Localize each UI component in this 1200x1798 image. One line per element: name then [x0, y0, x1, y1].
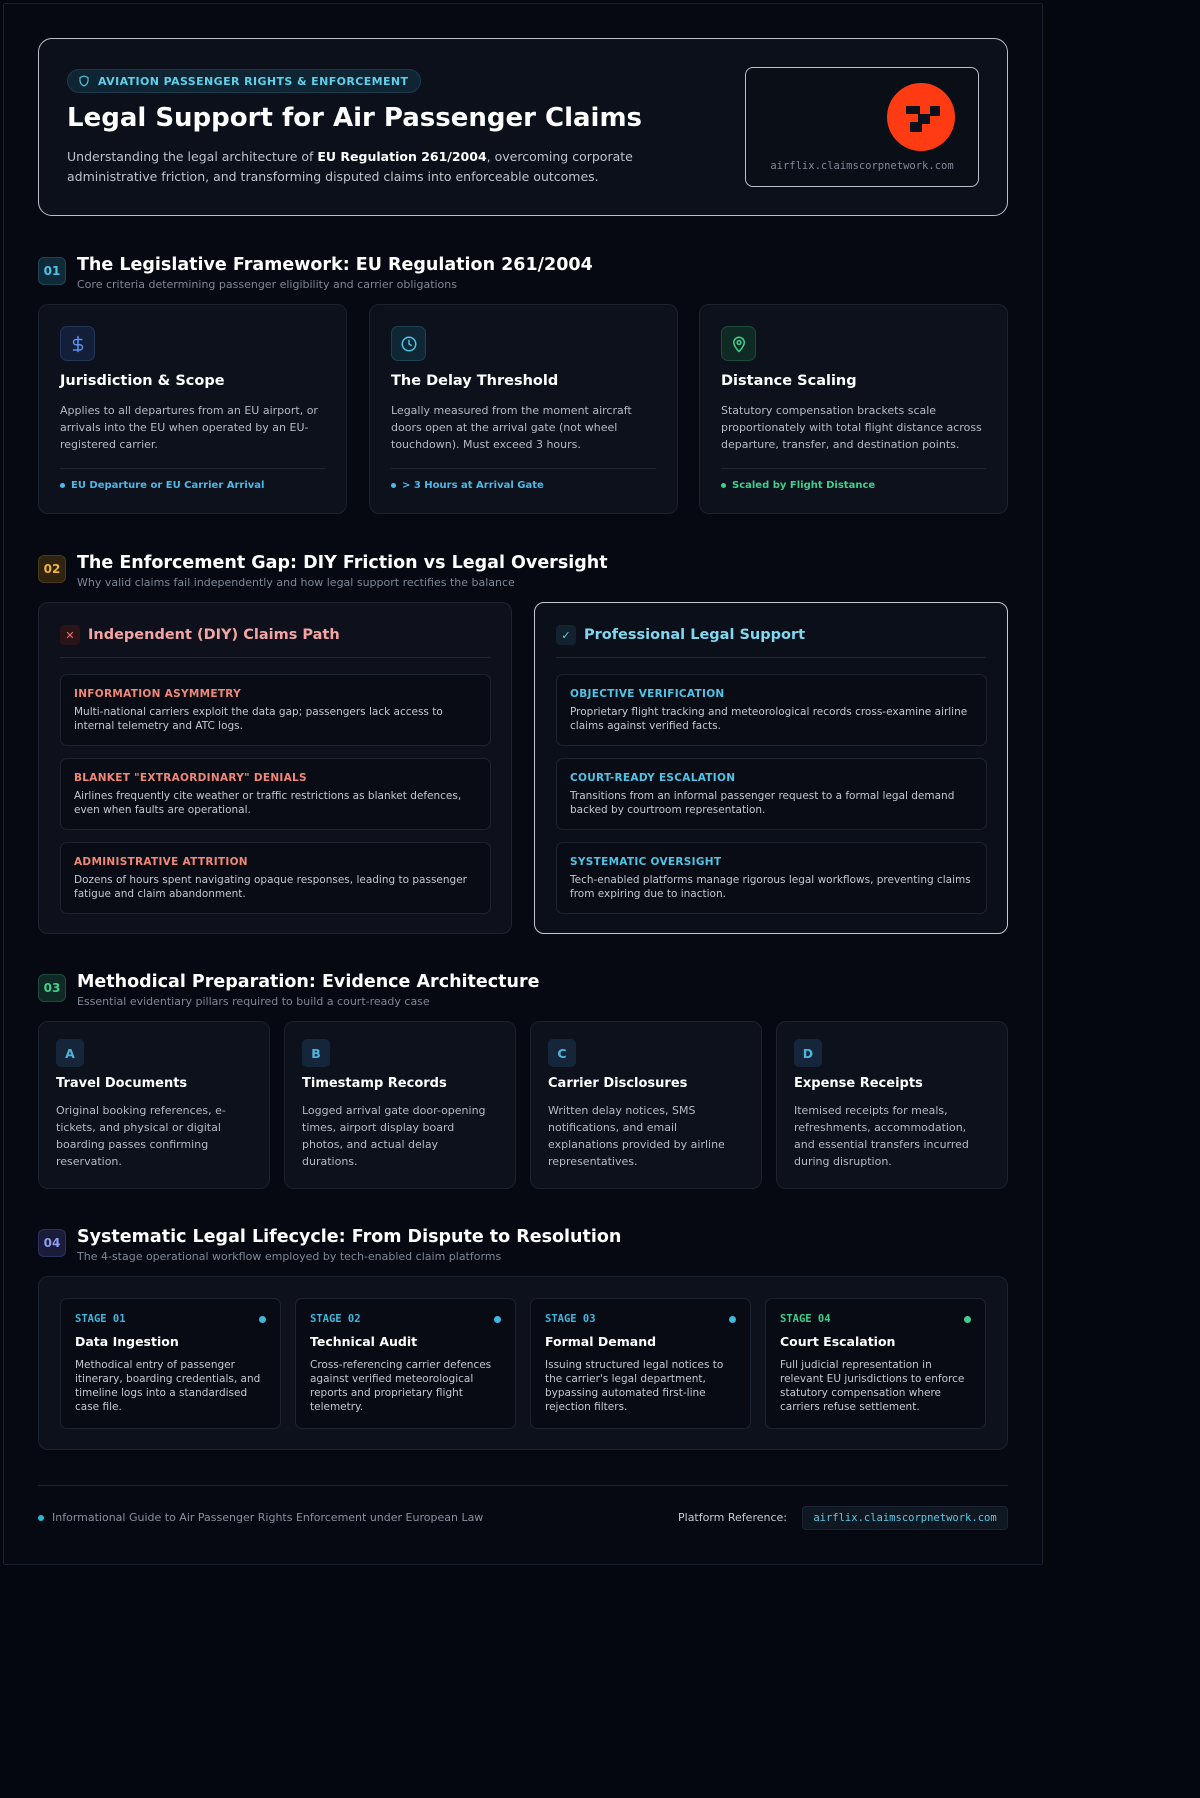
section-number: 02 [38, 555, 66, 583]
footer-reference-link[interactable]: airflix.claimscorpnetwork.com [802, 1506, 1008, 1530]
list-item [556, 842, 987, 914]
hero-category-badge [67, 69, 421, 93]
stage-title: Court Escalation [780, 1334, 896, 1349]
stage-label: STAGE 01 [75, 1313, 126, 1325]
stage-card-formal-demand [530, 1298, 751, 1429]
item-title: COURT-READY ESCALATION [570, 772, 736, 784]
list-item [60, 842, 491, 914]
card-title: Carrier Disclosures [548, 1076, 688, 1091]
panel-header [556, 625, 805, 645]
divider [60, 468, 325, 469]
card-description: Legally measured from the moment aircraft doors open at the arrival gate (not wheel touchdown). Must exceed 3 hours. [391, 404, 632, 451]
item-description: Transitions from an informal passenger request to a formal legal demand backed by courtroom representation. [570, 790, 955, 816]
brand-logo-icon [886, 82, 956, 152]
tag-dot [60, 483, 65, 488]
section-title: Methodical Preparation: Evidence Architecture [77, 972, 540, 992]
divider [391, 468, 656, 469]
map-pin-icon [721, 326, 756, 361]
evidence-letter: C [548, 1039, 576, 1067]
item-title: OBJECTIVE VERIFICATION [570, 688, 725, 700]
card-title: Jurisdiction & Scope [60, 373, 225, 389]
footer-divider [38, 1485, 1008, 1486]
card-tag [60, 480, 264, 491]
item-title: ADMINISTRATIVE ATTRITION [74, 856, 248, 868]
status-dot [259, 1316, 266, 1323]
tag-dot [721, 483, 726, 488]
footer-note-text: Informational Guide to Air Passenger Rights Enforcement under European Law [52, 1511, 484, 1524]
brand-url[interactable]: airflix.claimscorpnetwork.com [770, 160, 954, 172]
list-item [60, 674, 491, 746]
evidence-letter: B [302, 1039, 330, 1067]
section-number: 04 [38, 1229, 66, 1257]
evidence-letter: D [794, 1039, 822, 1067]
hero-desc-part: , overcoming corporate administrative friction, and transforming disputed claims into enforceable outcomes. [67, 149, 633, 184]
divider [556, 657, 986, 658]
item-description: Tech-enabled platforms manage rigorous legal workflows, preventing claims from expiring due to inaction. [570, 874, 971, 900]
evidence-card-travel-documents [38, 1021, 270, 1189]
stage-card-data-ingestion [60, 1298, 281, 1429]
divider [60, 657, 490, 658]
list-item [556, 758, 987, 830]
evidence-card-timestamp-records [284, 1021, 516, 1189]
stage-title: Technical Audit [310, 1334, 418, 1349]
panel-header [60, 625, 340, 645]
card-description: Statutory compensation brackets scale proportionately with total flight distance across departure, transfer, and destination points. [721, 404, 982, 451]
section-number: 01 [38, 257, 66, 285]
stage-label: STAGE 04 [780, 1313, 831, 1325]
list-item [60, 758, 491, 830]
item-description: Proprietary flight tracking and meteorological records cross-examine airline claims against verified facts. [570, 706, 968, 732]
criteria-card-jurisdiction [38, 304, 347, 514]
section-subtitle: Why valid claims fail independently and how legal support rectifies the balance [77, 576, 515, 589]
section-number: 03 [38, 974, 66, 1002]
panel-title: Independent (DIY) Claims Path [88, 627, 340, 643]
hero-desc-part: Understanding the legal architecture of [67, 149, 318, 164]
card-tag [391, 480, 544, 491]
section-subtitle: The 4-stage operational workflow employed by tech-enabled claim platforms [77, 1250, 502, 1263]
hero-category-label: AVIATION PASSENGER RIGHTS & ENFORCEMENT [98, 74, 409, 88]
card-description: Applies to all departures from an EU airport, or arrivals into the EU when operated by an EU-registered carrier. [60, 404, 318, 451]
divider [721, 468, 986, 469]
hero-desc-emphasis: EU Regulation 261/2004 [317, 149, 487, 164]
card-description: Original booking references, e-tickets, and physical or digital boarding passes confirming reservation. [56, 1104, 226, 1168]
section-subtitle: Core criteria determining passenger eligibility and carrier obligations [77, 278, 457, 291]
stage-label: STAGE 03 [545, 1313, 596, 1325]
section-title: The Enforcement Gap: DIY Friction vs Legal Oversight [77, 553, 608, 573]
evidence-card-expense-receipts [776, 1021, 1008, 1189]
tag-label: > 3 Hours at Arrival Gate [402, 480, 544, 491]
stage-card-technical-audit [295, 1298, 516, 1429]
professional-support-panel [534, 602, 1008, 934]
item-title: SYSTEMATIC OVERSIGHT [570, 856, 722, 868]
card-title: Expense Receipts [794, 1076, 923, 1091]
status-dot [729, 1316, 736, 1323]
evidence-letter: A [56, 1039, 84, 1067]
stage-description: Cross-referencing carrier defences against verified meteorological reports and proprietary flight telemetry. [310, 1359, 492, 1413]
section-subtitle: Essential evidentiary pillars required to build a court-ready case [77, 995, 430, 1008]
panel-title: Professional Legal Support [584, 627, 806, 643]
diy-claims-panel [38, 602, 512, 934]
section-title: The Legislative Framework: EU Regulation 261/2004 [77, 255, 593, 275]
criteria-card-distance [699, 304, 1008, 514]
list-item [556, 674, 987, 746]
card-description: Written delay notices, SMS notifications, and email explanations provided by airline representatives. [548, 1104, 725, 1168]
tag-dot [391, 483, 396, 488]
stage-title: Data Ingestion [75, 1334, 179, 1349]
card-tag [721, 480, 875, 491]
item-title: BLANKET "EXTRAORDINARY" DENIALS [74, 772, 307, 784]
card-description: Logged arrival gate door-opening times, airport display board photos, and actual delay durations. [302, 1104, 486, 1168]
item-description: Multi-national carriers exploit the data gap; passengers lack access to internal telemetry and ATC logs. [74, 706, 443, 732]
footer-note [38, 1511, 483, 1524]
evidence-card-carrier-disclosures [530, 1021, 762, 1189]
footer-dot [38, 1515, 44, 1521]
card-title: Travel Documents [56, 1076, 188, 1091]
card-title: Timestamp Records [302, 1076, 447, 1091]
item-description: Airlines frequently cite weather or traffic restrictions as blanket defences, even when faults are operational. [74, 790, 462, 816]
stage-description: Methodical entry of passenger itinerary, boarding credentials, and timeline logs into a standardised case file. [75, 1359, 261, 1413]
cross-icon: ✕ [60, 625, 80, 645]
stage-description: Full judicial representation in relevant EU jurisdictions to enforce statutory compensation where carriers refuse settlement. [780, 1359, 965, 1413]
hero-description [67, 147, 687, 187]
brand-card[interactable] [745, 67, 979, 187]
tag-label: EU Departure or EU Carrier Arrival [71, 480, 265, 491]
stage-card-court-escalation [765, 1298, 986, 1429]
page-title: Legal Support for Air Passenger Claims [67, 103, 643, 133]
stage-label: STAGE 02 [310, 1313, 361, 1325]
dollar-icon [60, 326, 95, 361]
card-title: The Delay Threshold [391, 373, 559, 389]
stage-title: Formal Demand [545, 1334, 657, 1349]
check-icon: ✓ [556, 625, 576, 645]
shield-icon [78, 75, 90, 87]
item-title: INFORMATION ASYMMETRY [74, 688, 242, 700]
footer-reference-label: Platform Reference: [678, 1511, 787, 1524]
status-dot [964, 1316, 971, 1323]
item-description: Dozens of hours spent navigating opaque responses, leading to passenger fatigue and claim abandonment. [74, 874, 467, 900]
status-dot [494, 1316, 501, 1323]
tag-label: Scaled by Flight Distance [732, 480, 876, 491]
lifecycle-container [38, 1276, 1008, 1450]
hero-card [38, 38, 1008, 216]
stage-description: Issuing structured legal notices to the carrier's legal department, bypassing automated first-line rejection filters. [545, 1359, 724, 1413]
clock-icon [391, 326, 426, 361]
card-title: Distance Scaling [721, 373, 857, 389]
criteria-card-delay [369, 304, 678, 514]
section-title: Systematic Legal Lifecycle: From Dispute to Resolution [77, 1227, 622, 1247]
card-description: Itemised receipts for meals, refreshments, accommodation, and essential transfers incurred during disruption. [794, 1104, 969, 1168]
